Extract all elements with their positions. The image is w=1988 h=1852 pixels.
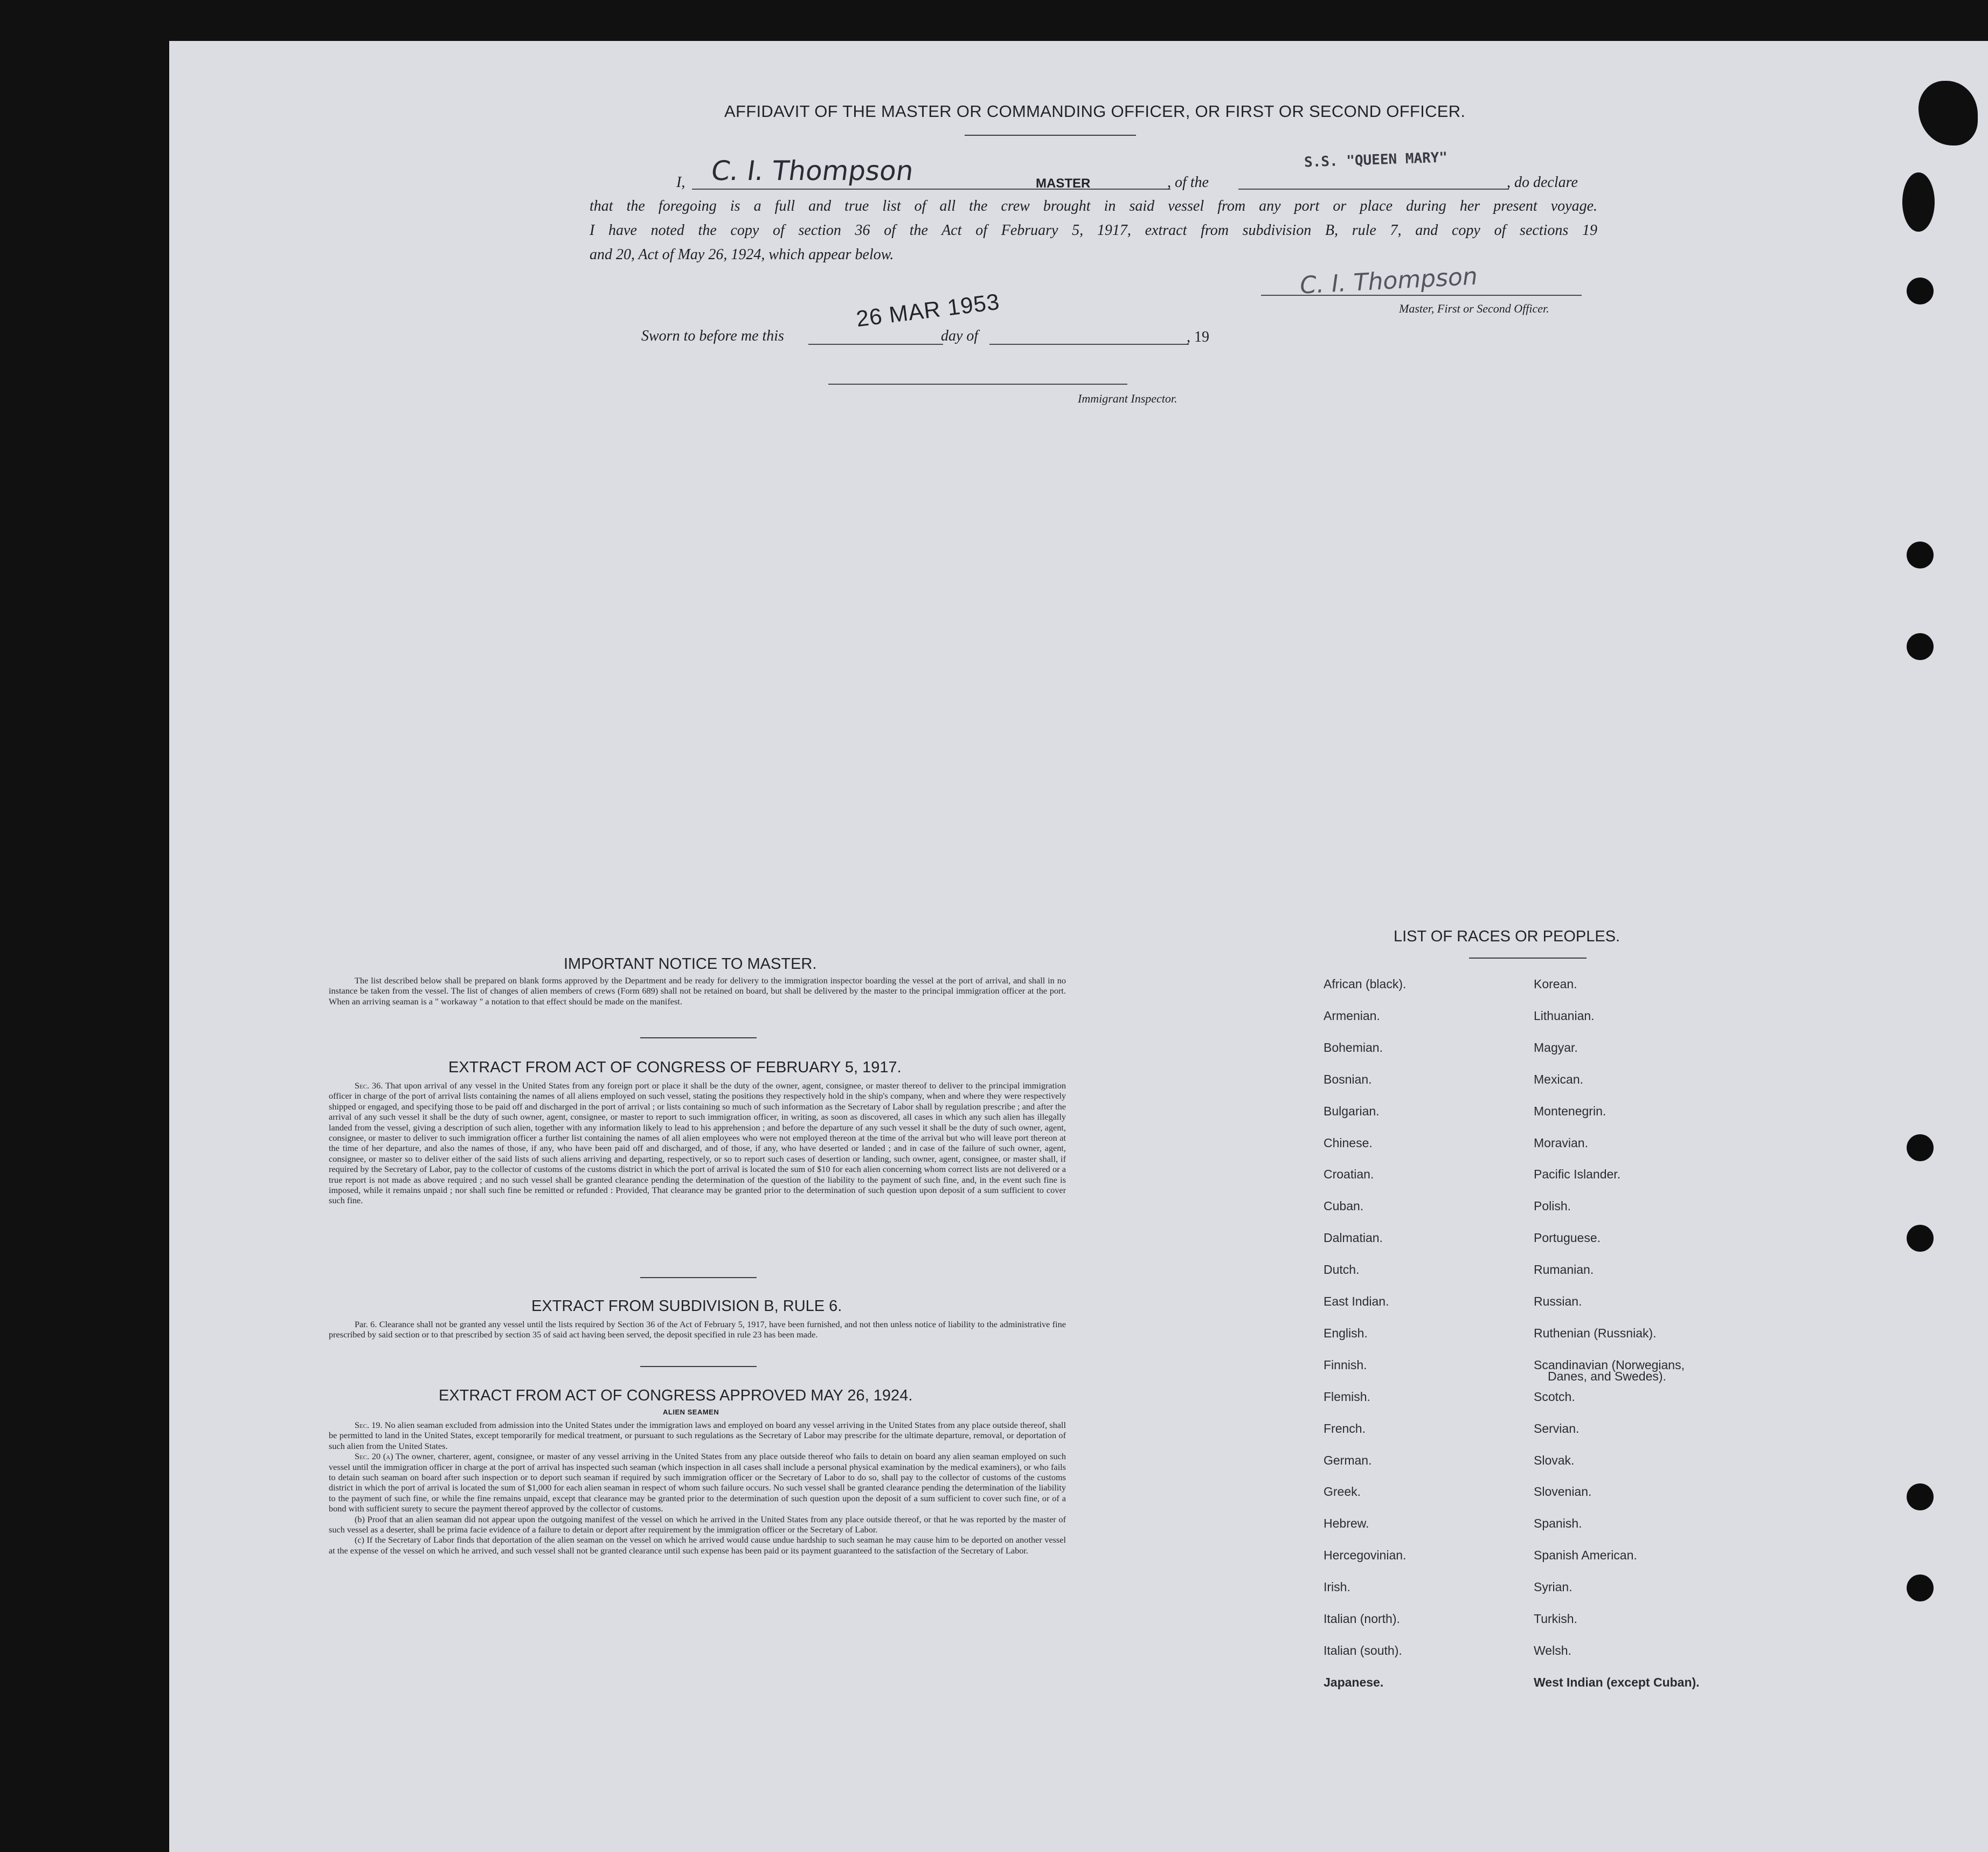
race-item: Hercegovinian.: [1324, 1548, 1407, 1563]
race-item: Bosnian.: [1324, 1072, 1372, 1086]
race-item: Ruthenian (Russniak).: [1534, 1326, 1657, 1340]
race-item: Irish.: [1324, 1580, 1350, 1594]
inspector-caption: Immigrant Inspector.: [1078, 392, 1177, 405]
punch-hole: [1907, 1134, 1934, 1161]
master-signature: C. I. Thompson: [1299, 262, 1478, 300]
race-item: Montenegrin.: [1534, 1104, 1606, 1118]
section-20b-text: (b) Proof that an alien seaman did not appear upon the outgoing manifest of the vessel on which he arrived in the United States from any place outside thereof, or that he was reported by the master of such vessel as a deserter, shall be prima facie evidence of a failure to detain or deport after requirement by the immigration officer or the Secretary of Labor.: [329, 1514, 1066, 1535]
race-item: Flemish.: [1324, 1389, 1370, 1404]
declaration-line-2: I have noted the copy of section 36 of the Act of February 5, 1917, extract from subdivision B, rule 7, and copy of sections 19: [590, 222, 1597, 239]
year-label: , 19: [1187, 329, 1209, 345]
punch-hole: [1907, 1574, 1934, 1601]
declaration-line-1: that the foregoing is a full and true list of all the crew brought in said vessel from any port or place during her present voyage.: [590, 198, 1597, 214]
punch-hole: [1907, 542, 1934, 568]
race-item: Spanish.: [1534, 1516, 1582, 1531]
section-20a-text: The owner, charterer, agent, consignee, or master of any vessel arriving in the United States from any place outside thereof who fails to detain on board any alien seaman employed on such vessel until the immigration officer in charge at the port of arrival has inspected such seaman (which inspection in all cases shall include a personal physical examination by the medical examiners), or who fails to detain such seaman on board after such inspection or to deport such seaman if required by such immigration officer or the Secretary of Labor to do so, shall pay to the collector of customs of the customs district in which the port of arrival is located the sum of $1,000 for each alien seaman in respect of whom such failure occurs. No such vessel shall be granted clearance pending the determination of the liability to the payment of such fine, or while the fine remains unpaid, except that clearance may be granted prior to the determination of such question upon the deposit of a sum sufficient to cover such fine, or of a bond with sufficient surety to secure the payment thereof approved by the collector of customs.: [329, 1451, 1066, 1514]
section-label: Sec. 19.: [355, 1420, 383, 1430]
race-item: Dalmatian.: [1324, 1231, 1383, 1245]
race-item: Armenian.: [1324, 1008, 1380, 1023]
race-item: Spanish American.: [1534, 1548, 1637, 1563]
punch-hole: [1907, 1483, 1934, 1510]
punch-hole: [1907, 633, 1934, 660]
extract-1917-title: EXTRACT FROM ACT OF CONGRESS OF FEBRUARY 5, 1917.: [448, 1059, 902, 1076]
divider: [640, 1037, 757, 1038]
race-item: East Indian.: [1324, 1294, 1389, 1308]
extract-1924-body: [329, 1420, 1066, 1556]
subdivision-body: [329, 1319, 1066, 1340]
do-declare-label: , do declare: [1507, 174, 1578, 191]
race-item: French.: [1324, 1421, 1366, 1435]
race-item: Slovenian.: [1534, 1485, 1592, 1499]
sworn-label: Sworn to before me this: [641, 328, 784, 344]
section-label: Sec. 20 (a): [355, 1451, 393, 1462]
section-19-text: No alien seaman excluded from admission into the United States under the immigration laws and employed on board any vessel arriving in the United States from any place outside thereof, shall be permitted to land in the United States, except temporarily for medical treatment, or pursuant to such regulations as the Secretary of Labor may prescribe for the ultimate departure, removal, or deportation of such alien from the United States.: [329, 1420, 1066, 1451]
section-label: Sec. 36.: [355, 1080, 383, 1091]
punch-hole: [1907, 1225, 1934, 1252]
form-page: [169, 41, 1988, 1852]
race-item: Pacific Islander.: [1534, 1167, 1621, 1182]
race-item: Croatian.: [1324, 1167, 1374, 1182]
race-item: Russian.: [1534, 1294, 1582, 1308]
race-item: German.: [1324, 1453, 1372, 1467]
race-item: Italian (south).: [1324, 1643, 1402, 1657]
section-36-text: That upon arrival of any vessel in the United States from any foreign port or place it shall be the duty of the owner, agent, consignee, or master thereof to deliver to the principal immigration officer in charge of the port of arrival lists containing the names of all aliens employed on such vessel, stating the positions they respectively hold in the ship's company, when and where they were respectively shipped or engaged, and specifying those to be paid off and discharged in the port of arrival ; or lists containing so much of such information as the Secretary of Labor shall by regulation prescribe ; and after the arrival of any such vessel it shall be the duty of such owner, agent, consignee, or master to report to such immigration officer, in writing, as soon as discovered, all cases in which any such alien has illegally landed from the vessel, giving a description of such alien, together with any information likely to lead to his apprehension ; and before the departure of any such vessel it shall be the duty of such owner, agent, consignee, or master to deliver to such immigration officer a further list containing the names of all alien employees who were not employed thereon at the time of the arrival but who will leave port thereon at the time of her departure, and also the names of those, if any, who have been paid off and discharged, and of those, if any, who have deserted or landed ; and in case of the failure of such owner, agent, consignee, or master so to deliver either of the said lists of such aliens arriving and departing, respectively, or so to report such cases of desertion or landing, such owner, agent, consignee, or master shall, if required by the Secretary of Labor, pay to the collector of customs of the customs district in which the port of arrival is located the sum of $10 for each alien concerning whom correct lists are not delivered or a true report is not made as above required ; and no such vessel shall be granted clearance pending the determination of the question of the liability to the payment of such fine, and, in the event such fine is imposed, while it remains unpaid ; nor shall such fine be remitted or refunded : Provided, That clearance may be granted prior to the determination of such question upon deposit of a sum sufficient to cover such fine.: [329, 1080, 1066, 1206]
race-item: Turkish.: [1534, 1612, 1577, 1626]
race-item: Servian.: [1534, 1421, 1580, 1435]
race-item: Lithuanian.: [1534, 1008, 1595, 1023]
race-item: Greek.: [1324, 1485, 1361, 1499]
vessel-line: [1238, 189, 1509, 190]
signature-caption: Master, First or Second Officer.: [1399, 302, 1549, 315]
race-item: Hebrew.: [1324, 1516, 1369, 1531]
handwritten-name: C. I. Thompson: [709, 155, 916, 186]
race-item: Bulgarian.: [1324, 1104, 1380, 1118]
race-item: Rumanian.: [1534, 1263, 1594, 1277]
race-item: Slovak.: [1534, 1453, 1575, 1467]
of-the-label: , of the: [1167, 174, 1209, 191]
stamped-date: 26 MAR 1953: [855, 288, 1001, 332]
race-item: Magyar.: [1534, 1040, 1578, 1055]
declaration-line-3: and 20, Act of May 26, 1924, which appear below.: [590, 246, 894, 263]
races-title: LIST OF RACES OR PEOPLES.: [1394, 928, 1620, 945]
race-item: Mexican.: [1534, 1072, 1584, 1086]
extract-1924-title: EXTRACT FROM ACT OF CONGRESS APPROVED MAY 26, 1924.: [439, 1387, 913, 1404]
race-item: Finnish.: [1324, 1357, 1367, 1372]
race-item: Moravian.: [1534, 1135, 1588, 1150]
race-item: Dutch.: [1324, 1263, 1360, 1277]
subdivision-title: EXTRACT FROM SUBDIVISION B, RULE 6.: [531, 1298, 842, 1315]
scan-burn-mark: [1902, 172, 1935, 232]
i-label: I,: [676, 174, 685, 191]
divider: [640, 1277, 757, 1278]
race-item: English.: [1324, 1326, 1368, 1340]
race-item: Syrian.: [1534, 1580, 1573, 1594]
races-title-rule: [1469, 958, 1587, 959]
name-line: [692, 189, 1170, 190]
divider: [640, 1366, 757, 1367]
race-item: African (black).: [1324, 977, 1407, 991]
rank-typed: MASTER: [1036, 176, 1091, 191]
race-item-continuation: Danes, and Swedes).: [1548, 1369, 1666, 1383]
race-item: Portuguese.: [1534, 1231, 1601, 1245]
inspector-line: [828, 384, 1127, 385]
affidavit-title: AFFIDAVIT OF THE MASTER OR COMMANDING OFFICER, OR FIRST OR SECOND OFFICER.: [724, 102, 1466, 121]
race-item: Welsh.: [1534, 1643, 1571, 1657]
vessel-typed: S.S. "QUEEN MARY": [1304, 149, 1448, 171]
sworn-day-line: [808, 344, 943, 345]
race-item: Cuban.: [1324, 1199, 1364, 1213]
race-item: Polish.: [1534, 1199, 1571, 1213]
race-item: Chinese.: [1324, 1135, 1373, 1150]
race-item: Scotch.: [1534, 1389, 1575, 1404]
sworn-month-line: [989, 344, 1189, 345]
race-item: Japanese.: [1324, 1675, 1384, 1689]
notice-text: The list described below shall be prepared on blank forms approved by the Department and be ready for delivery to the immigration inspector boarding the vessel at the port of arrival, and shall in no instance be taken from the vessel. The list of changes of alien members of crews (Form 689) shall not be retained on board, but shall be delivered by the master to the principal immigration officer at the port. When an arriving seaman is a " workaway " a notation to that effect should be made on the manifest.: [329, 975, 1066, 1007]
signature-line: [1261, 295, 1582, 296]
paragraph-6-text: Clearance shall not be granted any vessel until the lists required by Section 36 of the Act of February 5, 1917, have been furnished, and not then unless notice of liability to the administrative fine prescribed by said section or to that prescribed by section 35 of said act having been served, the deposit specified in rule 23 has been made.: [329, 1319, 1066, 1340]
race-item: Scandinavian (Norwegians,: [1534, 1357, 1685, 1372]
notice-title: IMPORTANT NOTICE TO MASTER.: [564, 955, 817, 973]
title-rule: [965, 135, 1136, 136]
notice-body: [329, 975, 1066, 1007]
paragraph-label: Par. 6.: [355, 1319, 377, 1329]
punch-hole: [1907, 278, 1934, 304]
alien-seamen-subtitle: ALIEN SEAMEN: [663, 1408, 719, 1416]
race-item: Bohemian.: [1324, 1040, 1383, 1055]
extract-1917-body: [329, 1080, 1066, 1206]
section-20c-text: (c) If the Secretary of Labor finds that deportation of the alien seaman on the vessel on which he arrived would cause undue hardship to such seaman he may cause him to be deported on another vessel at the expense of the vessel on which he arrived, and such vessel shall not be granted clearance until such expense has been paid or its payment guaranteed to the satisfaction of the Secretary of Labor.: [329, 1535, 1066, 1556]
race-item: Korean.: [1534, 977, 1577, 991]
day-of-label: day of: [941, 328, 979, 344]
race-item: West Indian (except Cuban).: [1534, 1675, 1700, 1689]
race-item: Italian (north).: [1324, 1612, 1400, 1626]
